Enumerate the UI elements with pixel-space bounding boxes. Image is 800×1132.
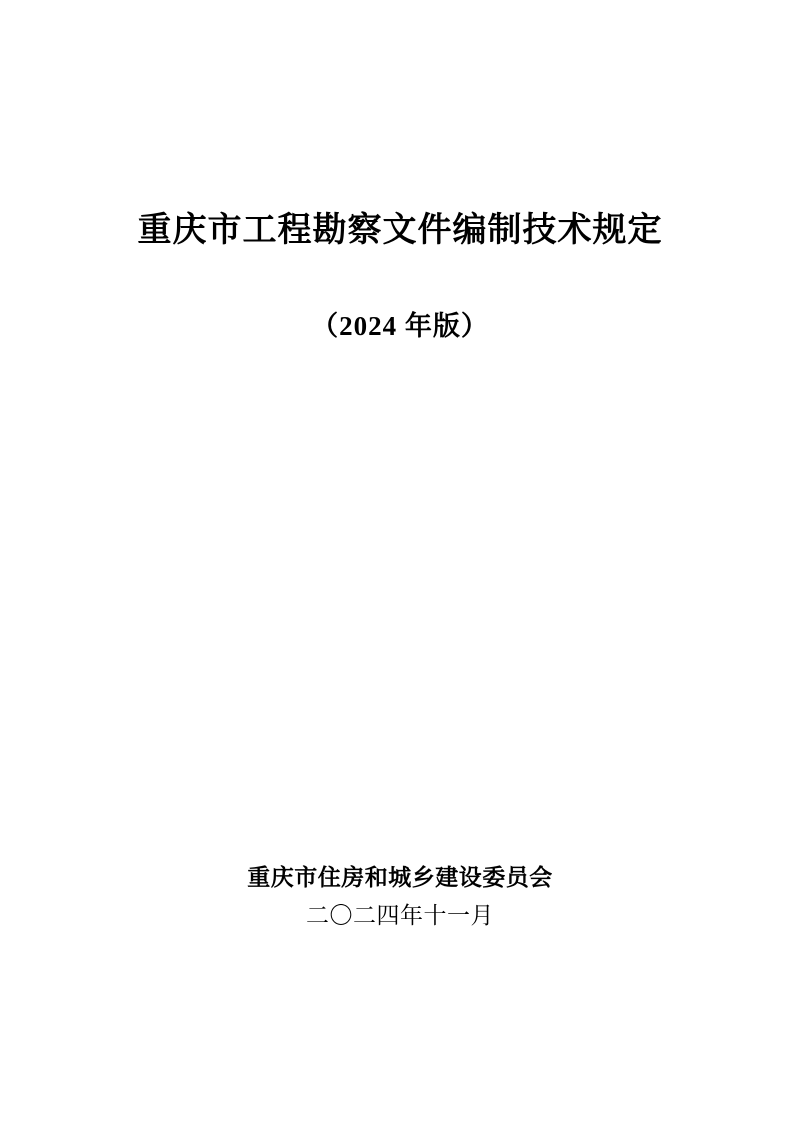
publication-date: 二〇二四年十一月 (306, 902, 494, 928)
document-title: 重庆市工程勘察文件编制技术规定 (137, 210, 663, 250)
cover-footer (0, 864, 800, 929)
publisher-name: 重庆市住房和城乡建设委员会 (247, 865, 553, 890)
document-subtitle-edition: （2024 年版） (311, 311, 489, 341)
